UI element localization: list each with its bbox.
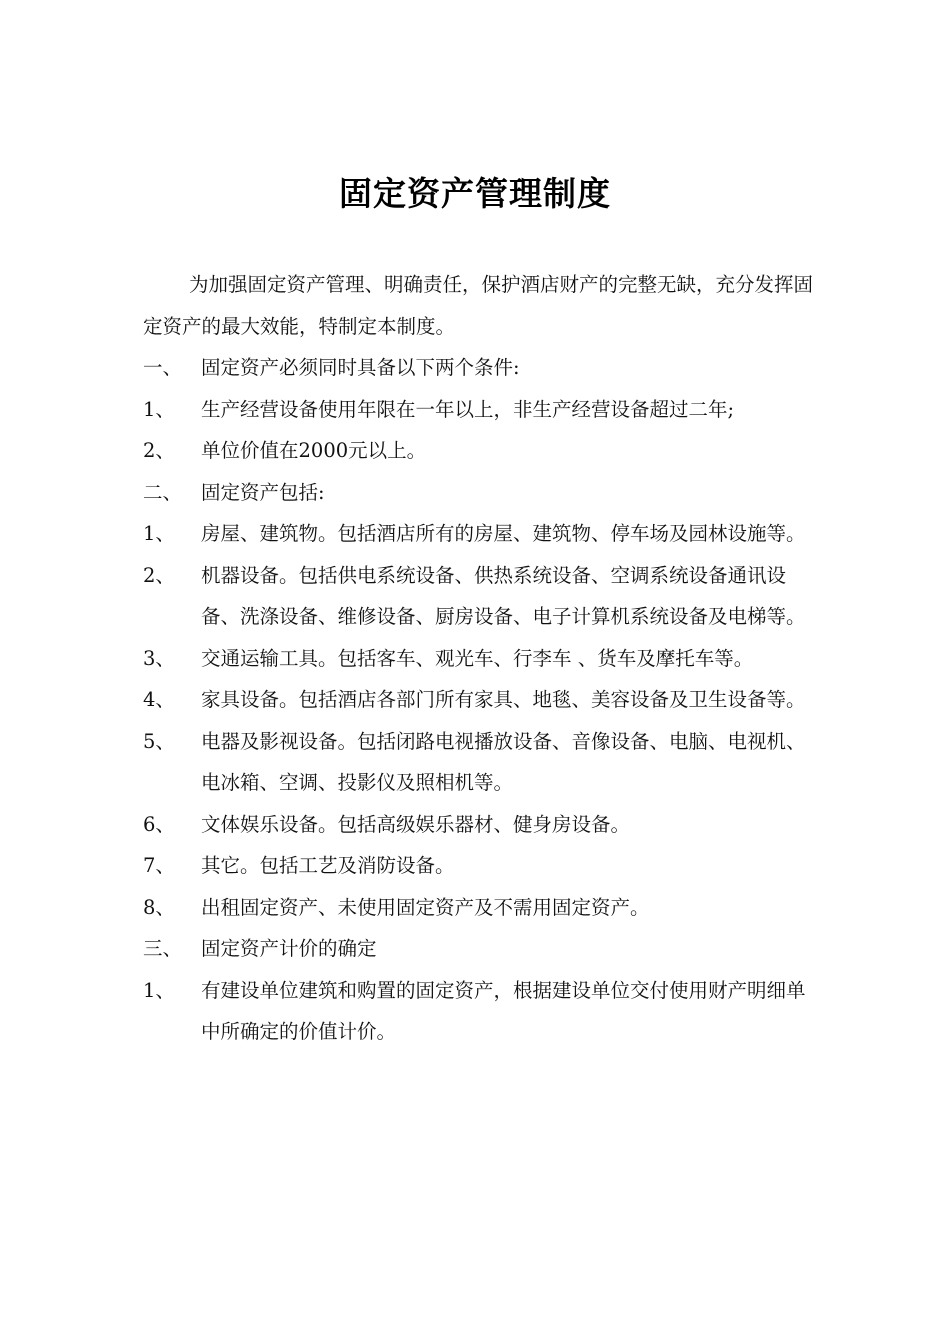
item-number: 8、: [143, 895, 175, 919]
item-number: 5、: [143, 729, 175, 753]
list-item: [143, 804, 815, 846]
item-text: 交通运输工具。包括客车、观光车、行李车 、货车及摩托车等。: [201, 646, 754, 670]
item-text: 电器及影视设备。包括闭路电视播放设备、音像设备、电脑、电视机、电冰箱、空调、投影仪及照相机等。: [201, 729, 806, 794]
list-item: [143, 389, 815, 431]
list-item: [143, 638, 815, 680]
item-text: 文体娱乐设备。包括高级娱乐器材、健身房设备。: [201, 812, 631, 836]
item-text: 家具设备。包括酒店各部门所有家具、地毯、美容设备及卫生设备等。: [201, 688, 806, 711]
list-item: [143, 845, 815, 887]
section-heading: [143, 928, 815, 970]
section-heading: [143, 347, 815, 389]
item-text: 有建设单位建筑和购置的固定资产，根据建设单位交付使用财产明细单中所确定的价值计价。: [201, 978, 806, 1043]
item-number: 1、: [143, 522, 175, 545]
item-text: 生产经营设备使用年限在一年以上，非生产经营设备超过二年;: [201, 397, 735, 421]
section-heading: [143, 472, 815, 514]
item-number: 2、: [143, 563, 175, 587]
item-number: 二、: [143, 480, 183, 504]
item-text: 房屋、建筑物。包括酒店所有的房屋、建筑物、停车场及园林设施等。: [201, 522, 806, 545]
item-number: 4、: [143, 688, 175, 711]
item-number: 3、: [143, 646, 175, 670]
list-item: [143, 430, 815, 472]
item-number: 三、: [143, 937, 183, 960]
list-item: [143, 721, 815, 804]
list-item: [143, 679, 815, 721]
item-number: 7、: [143, 854, 175, 877]
document-body: [143, 264, 815, 1053]
item-text: 固定资产必须同时具备以下两个条件:: [201, 356, 520, 379]
item-text: 固定资产计价的确定: [201, 937, 377, 960]
item-text: 单位价值在2000元以上。: [201, 439, 427, 462]
item-number: 1、: [143, 978, 175, 1002]
item-number: 2、: [143, 439, 175, 462]
list-item: [143, 887, 815, 929]
item-text: 固定资产包括:: [201, 480, 325, 504]
item-text: 机器设备。包括供电系统设备、供热系统设备、空调系统设备通讯设备、洗涤设备、维修设备、厨房设备、电子计算机系统设备及电梯等。: [201, 563, 806, 628]
item-number: 一、: [143, 356, 183, 379]
list-item: [143, 555, 815, 638]
document-title: 固定资产管理制度: [339, 174, 611, 213]
list-item: [143, 513, 815, 555]
item-number: 1、: [143, 397, 175, 421]
list-item: [143, 970, 815, 1053]
item-number: 6、: [143, 812, 175, 836]
item-text: 出租固定资产、未使用固定资产及不需用固定资产。: [201, 895, 650, 919]
item-text: 其它。包括工艺及消防设备。: [201, 854, 455, 877]
intro-paragraph: 为加强固定资产管理、明确责任，保护酒店财产的完整无缺，充分发挥固定资产的最大效能，特制定本制度。: [143, 273, 814, 338]
